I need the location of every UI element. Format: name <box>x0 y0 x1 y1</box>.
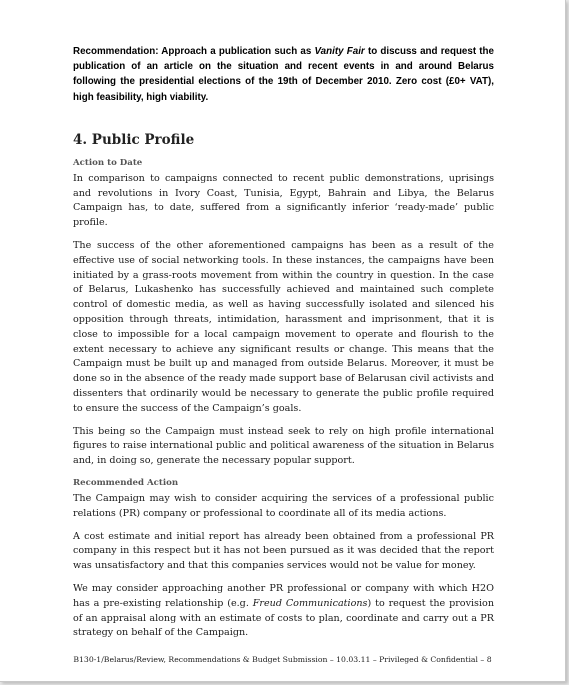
last-paragraph-after: ) to request the provision of an appraisal along with an estimate of costs to plan, coordinate and carry out a PR strategy on behalf of the Campaign. <box>73 597 495 639</box>
page-footer: B130-1/Belarus/Review, Recommendations & Budget Submission – 10.03.11 – Privileged & Confidential – 8 <box>73 655 492 664</box>
recommendation-label: Recommendation: <box>73 46 159 57</box>
action-paragraph-3: This being so the Campaign must instead seek to rely on high profile international figures to raise international public and political awareness of the situation in Belarus and, in doing so, generate the necessary popular support. <box>73 425 494 467</box>
action-paragraph-2: The success of the other aforementioned campaigns has been as a result of the effective use of social networking tools. In these instances, the campaigns have been initiated by a grass-roots movement from within the country in question. In the case of Belarus, Lukashenko has successfully achieved and maintained such complete control of domestic media, as well as having successfully isolated and silenced his opposition through threats, intimidation, harassment and imprisonment, that it is close to impossible for a local campaign movement to operate and flourish to the extent necessary to achieve any significant results or change. This means that the Campaign must be built up and managed from outside Belarus. Moreover, it must be done so in the absence of the ready made support base of Belarusan civil activists and dissenters that ordinarily would be necessary to generate the public profile required to ensure the success of the Campaign’s goals. <box>73 240 494 414</box>
publication-name: Vanity Fair <box>314 46 365 57</box>
recommendation-text-after: to discuss and request the publication of an article on the situation and recent events in and around Belarus following the presidential elections of the 19th of December 2010. Zero cost (£0+ VAT), high feasibility, high viability. <box>73 46 494 103</box>
action-paragraph-1: In comparison to campaigns connected to recent public demonstrations, uprisings and revolutions in Ivory Coast, Tunisia, Egypt, Bahrain and Libya, the Belarus Campaign has, to date, suffered from a significantly inferior ‘ready-made’ public profile. <box>73 172 494 229</box>
recommended-paragraph-3 <box>73 582 494 641</box>
recommendation-text-before: Approach a publication such as <box>158 46 315 57</box>
recommended-paragraph-1: The Campaign may wish to consider acquiring the services of a professional public relations (PR) company or professional to coordinate all of its media actions. <box>73 492 494 519</box>
last-paragraph-before: We may consider approaching another PR professional or company with which H2O has a pre-existing relationship (e.g. <box>73 582 494 609</box>
recommended-paragraph-2: A cost estimate and initial report has already been obtained from a professional PR company in this respect but it has not been pursued as it was decided that the report was unsatisfactory and that this companies services would not be value for money. <box>73 530 494 572</box>
recommendation-paragraph <box>73 44 494 105</box>
action-to-date-heading: Action to Date <box>73 157 143 168</box>
recommended-action-heading: Recommended Action <box>73 477 179 488</box>
section-heading: 4. Public Profile <box>73 131 195 148</box>
pr-company-name: Freud Communications <box>252 597 368 609</box>
page-content <box>73 44 494 649</box>
